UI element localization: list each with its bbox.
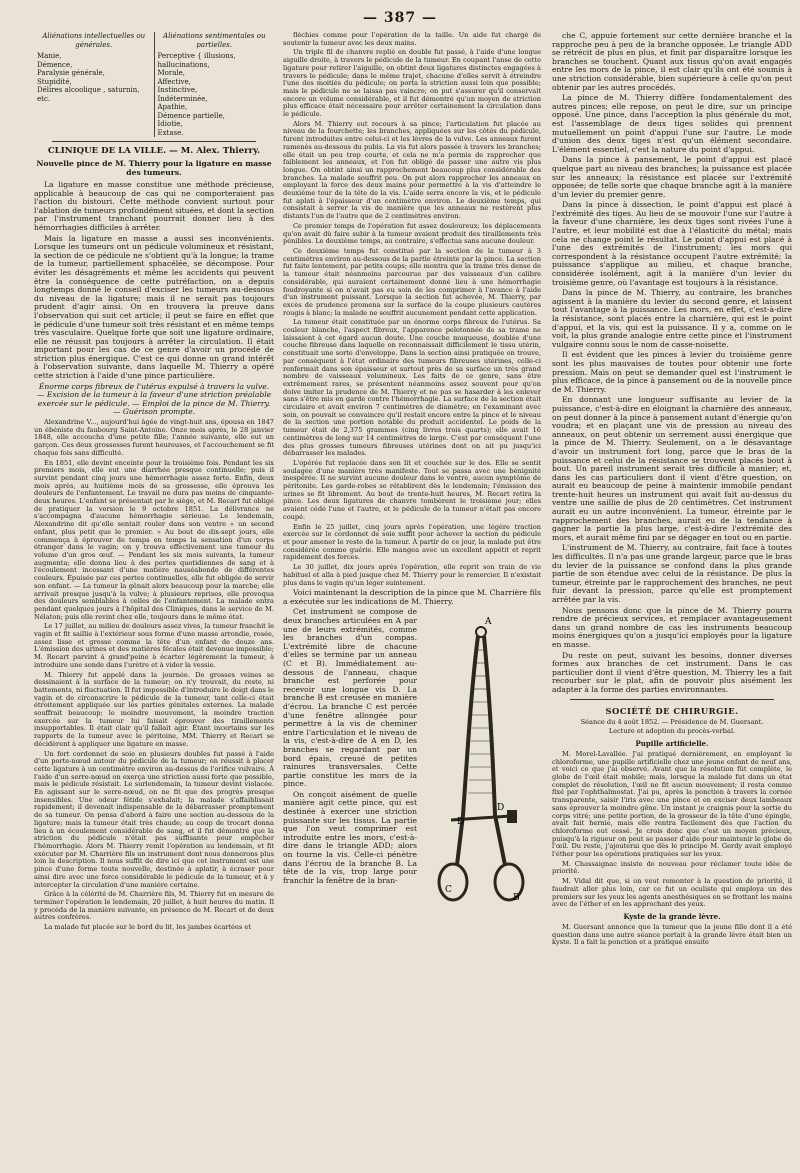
figure-label: A [485,617,492,628]
table-cell: Démence, [37,60,73,69]
table-cell: Apathie, [157,103,188,111]
paragraph: En 1851, elle devint enceinte pour la troisième fois. Pendant les six premiers mois, elle eut une diarrhée presque continuelle; puis il survint pendant cinq jours une hémorrhagie assez forte. Enfin, deux mois après, au huitième mois de sa grossesse, elle éprouva les douleurs de l'enfantement. Le travail ne dura pas moins de cinquante-deux heures. L'enfant se présentait par le siège, et M. Recart fut obligé de pratiquer la version le 9 octobre 1851. La délivrance ne s'accompagna d'aucune hémorrhagie sérieuse. Le lendemain, Alexandrine dit qu'elle sentait rouler dans son ventre « un second enfant, plus petit que le premier. » Au bout de dix-sept jours, elle commença à éprouver de temps en temps la sensation d'un corps étranger dans le vagin; on y trouva effectivement une tumeur du volume d'un gros œuf. — Pendant les six mois suivants, la tumeur augmenta; elle donna lieu à des pertes quotidiennes de sang et à l'écoulement incessant d'une matière nauséabonde de différentes couleurs. Épuisée par ces pertes continuelles, elle fut obligée de servir son enfant. — La tumeur la gênait alors beaucoup pour la marche; elle arrivait presque jusqu'à la vulve; à plusieurs reprises, elle provoqua des douleurs semblables à celles de l'enfantement. La malade entra pendant quelques jours à l'hôpital des Cliniques, dans le service de M. Nélaton; puis elle revint chez elle, toujours dans le même état. [34,458,274,621]
paragraph: Un triple fil de chanvre replié en double fut passé, à l'aide d'une longue aiguille droite, à travers le pédicule de la tumeur. En coupant l'anse de cette ligature pour retirer l'aiguille, on obtint deux ligatures distinctes engagées à travers le pédicule; dans le même trajet, chacune d'elles servit à étreindre l'une des moitiés du pédicule; on porta la striction aussi loin que possible; mais le pédicule ne se laissa pas vaincre; on put s'assurer qu'il conservait encore un volume considérable, et il fut démontré qu'un moyen de striction plus efficace était nécessaire pour arrêter certainement la circulation dans le pédicule. [283,48,541,119]
paragraph: Voici maintenant la description de la pince que M. Charrière fils a exécutée sur les indications de M. Thierry. [283,588,541,606]
paragraph: Dans la pince à pansement, le point d'appui est placé quelque part au niveau des branches; la puissance est placée sur les anneaux; la résistance est placée sur l'extrémité opposée; de telle sorte que chaque branche agit à la manière d'un levier du premier genre. [552,155,792,199]
left-branch [457,636,478,865]
figure-label: D [457,817,465,828]
table-cell: Perceptive { illusions, hallucinations, [157,52,236,69]
section-divider [570,699,774,700]
paragraph: che C, appuie fortement sur cette dernière branche et la rapproche peu à peu de la branche opposée. Le triangle ADD se rétrécit de plus en plus, et finit par disparaître lorsque les branches se touchent. Quant aux tissus qu'on avait engagés entre les mors de la pince, il est clair qu'ils ont été soumis à une striction considérable, bien supérieure à celle qu'on peut obtenir par les autres procédés. [552,32,792,92]
table-cell: Démence partielle, [157,111,225,120]
right-branch [484,636,505,865]
table-left-header: Aliénations intellectuelles ou générales. [42,32,146,49]
subsection-heading: Pupille artificielle. [635,738,709,748]
society-minutes: Lecture et adoption du procès-verbal. [608,727,736,736]
paragraph: Le 30 juillet, dix jours après l'opération, elle reprit son train de vie habituel et alla à pied jusque chez M. Thierry pour le remercier. Il n'existait plus dans le vagin qu'un léger suintement. [283,563,541,587]
paragraph: La malade fut placée sur le bord du lit, les jambes écartées et [44,923,251,932]
paragraph: fléchies comme pour l'opération de la taille. Un aide fut chargé de soutenir la tumeur avec les deux mains. [283,32,541,47]
column-3 [552,32,792,1165]
case-heading: Énorme corps fibreux de l'utérus expulsé à travers la vulve. — Excision de la tumeur à la faveur d'une striction préalable exercée sur le pédicule. — Emploi de la pince de M. Thierry. — Guérison prompte. [36,381,272,417]
table-left-column [34,32,154,137]
paragraph: Il est évident que les pinces à levier du troisième genre sont les plus mauvaises de toutes pour obtenir une forte pression. Mais on peut se demander quel est l'instrument le plus efficace, de la pince à pansement ou de la nouvelle pince de M. Thierry. [552,350,792,394]
paragraph: En donnant une longueur suffisante au levier de la puissance, c'est-à-dire en éloignant la charnière des anneaux, on peut donner à la pince à pansement autant d'énergie qu'on voudra; et en plaçant une vis de pression au niveau des anneaux, on peut obtenir un serrement aussi énergique que la pince de M. Thierry. Seulement, on a le désavantage d'avoir un instrument fort long, parce que le bras de la puissance et celui de la résistance se trouvent placés bout à bout. Un pareil instrument serait très difficile à manier; et, dans les cas particuliers dont il vient d'être question, on aurait eu beaucoup de peine à maintenir immobile pendant trente-huit heures un instrument qui avait fait au-dessus du ventre une saillie de plus de 20 centimètres. Cet instrument aurait eu un autre inconvénient. La tumeur, étreinte par le rapprochement des branches, aurait eu de la tendance à gagner la partie la plus large, c'est-à-dire l'extrémité des mors, et aurait même fini par se dégager en tout ou en partie. [552,395,792,542]
paragraph: Alexandrine V..., aujourd'hui âgée de vingt-huit ans, épousa en 1847 un ébéniste du faubourg Saint-Antoine. Onze mois après, le 28 janvier 1848, elle accoucha d'une petite fille; l'année suivante, elle eut un garçon. Ces deux grossesses furent heureuses, et l'accouchement se fit chaque fois sans difficulté. [34,418,274,457]
paragraph: La ligature en masse constitue une méthode précieuse, applicable à beaucoup de cas qui ne comporteraient pas l'action du bistouri. Cette méthode convient surtout pour l'ablation de tumeurs profondément situées, et dont la section par l'instrument tranchant pourrait donner lieu à des hémorrhagies difficiles à arrêter. [34,180,274,232]
subsection-heading: Kyste de la grande lèvre. [623,912,721,921]
table-cell: Stupidité, [37,77,72,86]
column-1 [34,32,274,1165]
paragraph: Le 17 juillet, au milieu de douleurs assez vives, la tumeur franchit le vagin et fit saillie à l'extérieur sous forme d'une masse arrondie, rosée, assez lisse et grosse comme la tête d'un enfant de douze ans. L'émission des urines et des matières fécales était devenue impossible; M. Recart parvint à grand'peine à écarter légèrement la tumeur, à introduire une sonde dans l'urètre et à vider la vessie. [34,622,274,669]
paragraph: M. Morel-Lavallée. J'ai pratiqué dernièrement, en employant le chloroforme, une pupille artificielle chez une jeune enfant de neuf ans, et voici ce que j'ai observé. Avant que la résolution fût complète, le globe de l'œil était mobile; mais, lorsque la malade fut dans un état complet de résolution, l'œil ne fit aucun mouvement; il resta comme fixé par l'ophthalmostat. J'ai pu, après la ponction à travers la cornée transparente, saisir l'iris avec une pince et en exciser deux lambeaux sans éprouver la moindre gêne. Un instant je craignis pour la sortie du corps vitré; une petite portion, de la grosseur de la tête d'une épingle, avait fait hernie, mais elle rentra facilement dès que l'action du chloroforme eut cessé. Je crois donc que c'est un moyen précieux, puisqu'à la rigueur on peut se passer d'aide pour maintenir le globe de l'œil. Du reste, j'ajouterai que dès le principe M. Gerdy avait employé l'éther pour les opérations pratiquées sur les yeux. [552,749,792,859]
column-2 [283,32,541,1165]
clinic-title: CLINIQUE DE LA VILLE. — M. Alex. Thierry. [47,146,261,156]
paragraph: Cet instrument se compose de deux branches articulées en A par une de leurs extrémités, comme les branches d'un compas. L'extrémité libre de chacune d'elles se termine par un anneau (C et B). Immédiatement au-dessous de l'anneau, chaque branche est perforée pour recevoir une longue vis D. La branche B est creusée en manière d'écrou. La branche C est percée d'une fenêtre allongée pour permettre à la vis de cheminer entre l'articulation et le niveau de la vis, c'est-à-dire de A en D, les branches se regardant par un bord épais, creusé de petites rainures transversales. Cette partie constitue les mors de la pince. [283,607,417,789]
figure-label: B [513,893,520,904]
paragraph: La pince de M. Thierry diffère fondamentalement des autres pinces; elle repose, on peut le dire, sur un principe opposé. Une pince, dans l'acception la plus générale du mot, est l'assemblage de deux tiges solides qui prennent mutuellement un point d'appui l'une sur l'autre. Le mode d'union des deux tiges n'est qu'un élément secondaire. L'élément essentiel, c'est la nature du point d'appui. [552,93,792,154]
table-cell: Morale, [157,69,186,77]
clinic-subtitle: Nouvelle pince de M. Thierry pour la ligature en masse des tumeurs. [36,159,272,177]
ring-handle-left [439,864,467,900]
paragraph: Dans la pince de M. Thierry, au contraire, les branches agissent à la manière du levier du second genre, et laissent tout l'avantage à la puissance. Les mors, en effet, c'est-à-dire la résistance, sont placés entre la charnière, qui est le point d'appui, et la vis, qui est la puissance. Il y a, comme on le voit, la plus grande analogie entre cette pince et l'instrument vulgaire connu sous le nom de casse-noisette. [552,288,792,349]
paragraph: Enfin le 25 juillet, cinq jours après l'opération, une légère traction exercée sur le cordonnet de soie suffit pour achever la section du pédicule et pour amener le reste de la tumeur. À partir de ce jour, la malade put être considérée comme guérie. Elle mangea avec un excellent appétit et reprit rapidement des forces. [283,522,541,562]
paragraph: M. Guersant annonce que la tumeur que la jeune fille dont il a été question dans une autre séance portait à la grande lèvre était bien un kyste. Il a fait la ponction et a pratiqué ensuite [552,923,792,947]
paragraph: Ce premier temps de l'opération fut assez douloureux; les déplacements qu'on avait dû faire subir à la tumeur avaient produit des tiraillements très pénibles. Le deuxième temps, au contraire, s'effectua sans aucune douleur. [283,221,541,246]
paragraph: Alors M. Thierry eut recours à sa pince; l'articulation fut placée au niveau de la fourchette; les branches, appliquées sur les côtés du pédicule, furent introduites entre celui-ci et les lèvres de la vulve. Les anneaux furent ramenés au-dessous du pubis. La vis fut alors passée à travers les branches; elle était un peu trop courte, et cela ne m'a permis de rapprocher que faiblement les anneaux, et l'on fut obligé de passer une autre vis plus longue. On obtint ainsi un rapprochement beaucoup plus considérable des branches. La malade souffrit peu. On put alors rapprocher les anneaux en employant la force des deux mains pour permettre à la vis d'atteindre le deuxième tour de la tête de la vis. L'aide serra encore la vis, et le pédicule fut aplati à l'épaisseur d'un centimètre environ. Le deuxième temps, qui consistait à serrer la vis de manière que les anneaux ne restèrent plus distants l'un de l'autre que de 2 centimètres environ. [283,119,541,221]
paragraph: Nous pensons donc que la pince de M. Thierry pourra rendre de précieux services, et remplacer avantageusement dans un grand nombre de cas les instruments beaucoup moins énergiques qu'on a jusqu'ici employés pour la ligature en masse. [552,605,792,649]
paragraph: Un fort cordonnet de soie en plusieurs doubles fut passé à l'aide d'un porte-nœud autour du pédicule de la tumeur; on réussit à placer cette ligature à un centimètre environ au-dessus de l'orifice vulvaire. À l'aide d'un serre-nœud on exerça une striction aussi forte que possible, mais le pédicule résistait. Le surlendemain, la tumeur devint violacée. En agissant sur le serre-nœud, on ne fit que des progrès presque insensibles. Une odeur fétide s'exhalait; la malade s'affaiblissait rapidement; il devenait indispensable de la débarrasser promptement de sa tumeur. On pensa d'abord à faire une section au-dessous de la ligature; mais la tumeur était très chaude; au coup de trocart donna lieu à un écoulement considérable de sang, et il fut démontré que la striction du pédicule n'était pas suffisante pour empêcher l'hémorrhagie. Alors M. Thierry remit l'opération au lendemain, et fit exécuter par M. Charrière fils un instrument dont nous donnerons plus loin la description. Il nous suffit de dire ici que cet instrument est une pince d'une forme toute nouvelle, destinée à aplatir, à écraser pour ainsi dire avec une force considérable le pédicule de la tumeur, et à y intercepter la circulation d'une manière certaine. [34,749,274,889]
society-title: SOCIÉTÉ DE CHIRURGIE. [605,705,739,716]
table-cell: Indéterminée, [157,94,208,103]
hinge-joint [476,627,486,637]
paragraph: Grâce à la célérité de M. Charrière fils, M. Thierry fut en mesure de terminer l'opération le lendemain, 20 juillet, à huit heures du matin. Il y procéda de la manière suivante, en présence de M. Recart et de deux autres confrères. [34,890,274,922]
paragraph: M. Vidal dit que, si on veut remonter à la question de priorité, il faudrait aller plus loin, car ce fut un oculiste qui employa un des premiers sur les yeux les agents anesthésiques en se frottant les mains avec de l'éther et en les approchant des yeux. [552,877,792,909]
paragraph: L'instrument de M. Thierry, au contraire, fait face à toutes les difficultés. Il n'a pas une grande largeur, parce que le bras du levier de la puissance se confond dans la plus grande partie de son étendue avec celui de la résistance. De plus la tumeur, étreinte par le rapprochement des branches, ne peut fuir devant la pression, parce qu'elle est promptement arrêtée par la vis. [552,543,792,604]
society-session: Séance du 4 août 1852. — Présidence de M. Guersant. [580,717,764,726]
table-cell: Affective, [157,77,191,86]
forceps-drawing [439,627,523,900]
page-number: — 387 — [363,10,437,26]
figure-label: C [445,885,452,896]
paragraph: Dans la pince à dissection, le point d'appui est placé à l'extrémité des tiges. Au lieu de se mouvoir l'une sur l'autre à la faveur d'une charnière, les deux tiges sont rivées l'une à l'autre, et leur mobilité est due à l'élasticité du métal; mais cela ne change point le résultat. Le point d'appui est placé à l'une des extrémités de l'instrument; les mors qui correspondent à la résistance occupent l'autre extrémité; la puissance s'applique au milieu, et chaque branche, considérée isolément, agit à la manière d'un levier du troisième genre, où l'avantage est toujours à la résistance. [552,200,792,287]
paragraph: La tumeur était constituée par un énorme corps fibreux de l'utérus. Sa couleur blanche, l'aspect fibreux, l'apparence pelotonnée de sa trame ne laissaient à cet égard aucun doute. Une couche muqueuse, doublée d'une couche fibreuse dans laquelle on reconnaissait difficilement le tissu utérin, constituait une sorte d'enveloppe. Dans la section ainsi pratiquée on trouve, par conséquent à l'état ordinaire des tumeurs fibreuses utérines, celle-ci renfermait dans son épaisseur et surtout près de sa surface un très grand nombre de vaisseaux volumineux. Les faits de ce genre, sans être extrêmement rares, se présentent néanmoins assez souvent pour qu'on doive imiter la prudence de M. Thierry et ne pas se hasarder à les enlever sans s'être mis en garde contre l'hémorrhagie. La surface de la section était circulaire et avait environ 7 centimètres de diamètre; en l'examinant avec soin, on pouvait se convaincre qu'il restait encore entre la pince et le niveau de la section une portion notable du produit accidentel. Le poids de la tumeur était de 2,375 grammes (cinq livres trois quarts); elle avait 16 centimètres de long sur 14 centimètres de large. C'est par conséquent l'une des plus grosses tumeurs fibreuses utérines dont on ait pu jusqu'ici débarrasser les malades. [283,318,541,458]
table-cell: Extase. [157,128,184,137]
paragraph: M. Thierry fut appelé dans la journée. De grosses veines se dessinaient à la surface de la tumeur; on n'y trouvait, du reste, ni battements, ni fluctuation. Il fut impossible d'introduire le doigt dans le vagin et de circonscrire le pédicule de la tumeur, tant celle-ci était étroitement appliquée sur les parties génitales externes. La malade souffrait beaucoup; le moindre mouvement, la moindre traction exercée sur la tumeur lui faisait éprouver des tiraillements insupportables. Il était clair qu'il fallait agir. Étant incertains sur les rapports de la tumeur avec le péritoine, MM. Thierry et Recart se décidèrent à appliquer une ligature en masse. [34,670,274,748]
table-cell: Idiotie, [157,120,183,128]
screw-head [507,810,517,823]
table-right-header: Aliénations sentimentales ou partielles. [163,32,266,49]
paragraph: On conçoit aisément de quelle manière agit cette pince, qui est destinée à exercer une striction puissante sur les tissus. La partie que l'on veut comprimer est introduite entre les mors, c'est-à-dire dans le triangle ADD; alors on tourne la vis. Celle-ci pénètre dans l'écrou de la branche B. La tête de la vis, trop large pour franchir la fenêtre de la bran- [283,789,417,885]
section-divider [52,141,256,142]
table-cell: Instinctive, [157,86,198,94]
table-cell: Délires alcoolique , saturnin, etc. [37,86,140,103]
table-left-rows [37,52,151,103]
table-right-column [154,32,275,137]
alienation-table [34,32,274,137]
table-cell: Paralysie générale, [37,69,105,77]
paragraph: Ce deuxième temps fut constitué par la section de la tumeur à 3 centimètres environ au-dessous de la partie étreinte par la pince. La section fut faite lentement, par petits coups; elle montra que la trame très dense de la tumeur était néanmoins parcourue par des vaisseaux d'un calibre considérable, qui auraient certainement donné lieu à une hémorrhagie foudroyante si on n'avait pas eu soin de les comprimer à l'avance à l'aide d'un instrument puissant. Lorsque la section fut achevée, M. Thierry, par excès de prudence promena sur la surface de la coupe plusieurs cautères rougis à blanc; la malade ne souffrit aucunement pendant cette application. [283,246,541,317]
figure-label: D [497,803,505,814]
paragraph: M. Chassaignac insiste de nouveau pour réclamer toute idée de priorité. [552,859,792,876]
paragraph: Mais la ligature en masse a aussi ses inconvénients. Lorsque les tumeurs ont un pédicule volumineux et résistant, la section de ce pédicule ne s'obtient qu'à la longue; la trame de la tumeur, partiellement sphacélée, se décompose. Pour éviter les désagréments et même les accidents qui peuvent être la conséquence de cette putréfaction, on a depuis longtemps donné le conseil d'exciser les tumeurs au-dessous du niveau de la ligature; mais il ne serait pas toujours prudent d'agir ainsi. On en trouvera la preuve dans l'observation qui suit cet article; il peut se faire en effet que le pédicule d'une tumeur soit très résistant et en même temps très vasculaire. Quelque forte que soit une ligature ordinaire, elle ne réussit pas toujours à arrêter la circulation. Il était important pour les cas de ce genre d'avoir un procédé de striction plus énergique. C'est ce qui donne un grand intérêt à l'observation suivante, dans laquelle M. Thierry a opéré cette striction à l'aide d'une pince particulière. [34,233,274,381]
table-cell: Manie, [37,52,62,60]
paragraph: Du reste on peut, suivant les besoins, donner diverses formes aux branches de cet instrument. Dans le cas particulier dont il vient d'être question, M. Thierry les a fait recourber sur le plat, afin de pouvoir plus aisément les adapter à la forme des parties environnantes. [552,650,792,694]
paragraph: L'opérée fut replacée dans son lit et couchée sur le dos. Elle se sentit soulagée d'une manière très manifeste. Tout se passa avec une bénignité inespérée. Il ne survint aucune douleur dans le ventre, aucun symptôme de péritonite. Les garde-robes se rétablirent dès le lendemain; l'émission des urines se fit librement. Au bout de trente-huit heures, M. Recart retira la pince. Les deux ligatures de chanvre tombèrent le troisième jour; elles avaient cédé l'une et l'autre, et le pédicule de la tumeur n'était pas encore coupé. [283,458,541,521]
forceps-figure [423,610,541,922]
